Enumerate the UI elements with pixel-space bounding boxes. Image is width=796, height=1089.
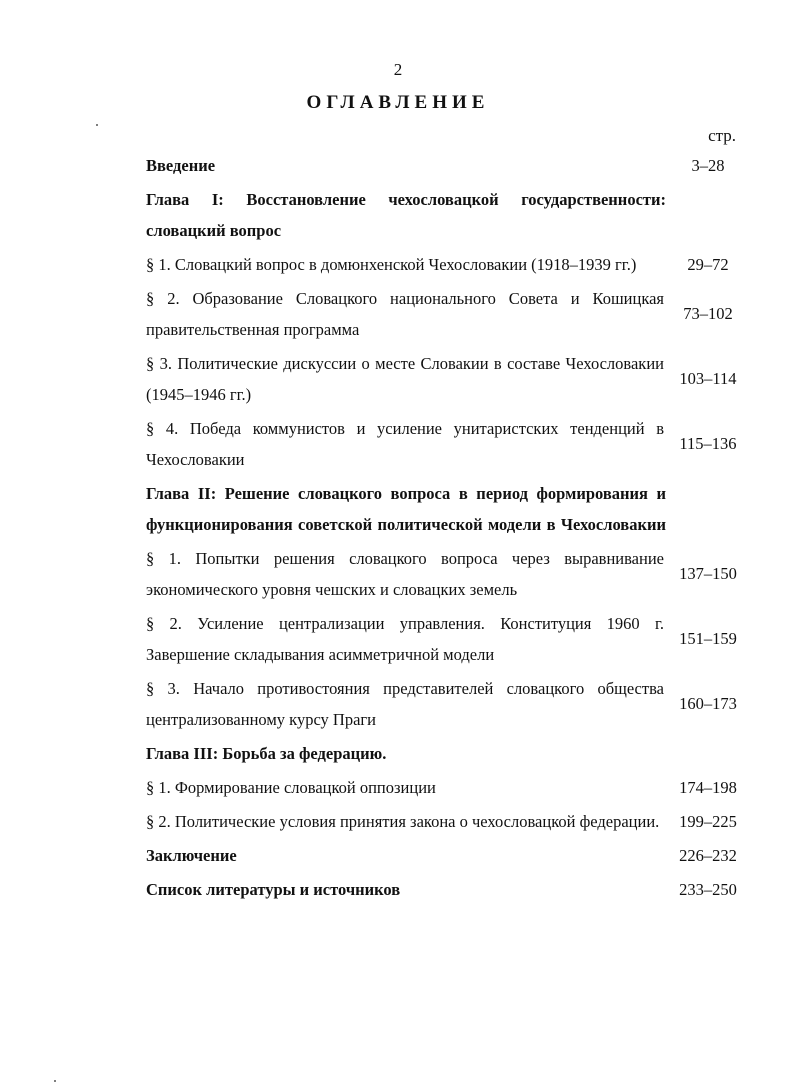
- toc-entry-title: § 2. Образование Словацкого национального Совета и Кошицкая правительственная программа: [146, 289, 664, 339]
- toc-entry-title: § 3. Начало противостояния представителей словацкого общества централизованному курсу Праги: [146, 679, 664, 729]
- toc-entry-title: § 1. Формирование словацкой оппозиции: [146, 778, 436, 797]
- toc-entry-chapter-2[interactable]: [146, 478, 752, 540]
- toc-entry-title: § 2. Политические условия принятия закона о чехословацкой федерации.: [146, 812, 660, 831]
- toc-entry-bibliography[interactable]: [146, 874, 752, 905]
- toc-entry-title: Глава II: Решение словацкого вопроса в период формирования и функционирования советской политической модели в Чехословакии: [146, 484, 666, 534]
- toc-entry-title: Введение: [146, 156, 216, 175]
- scan-speck: [96, 124, 98, 126]
- toc-entry-title: Глава III: Борьба за федерацию.: [146, 744, 387, 763]
- toc-entry-introduction[interactable]: [146, 150, 752, 181]
- toc-entry-title: Глава I: Восстановление чехословацкой государственности: словацкий вопрос: [146, 190, 666, 240]
- toc-entry-title: § 2. Усиление централизации управления. Конституция 1960 г. Завершение складывания асимметричной модели: [146, 614, 664, 664]
- toc-entry-title: Заключение: [146, 846, 237, 865]
- toc-entry-section[interactable]: [146, 249, 752, 280]
- scan-speck: [54, 1080, 56, 1082]
- toc-entry-pages: 174–198: [679, 778, 737, 797]
- toc-entry-section[interactable]: [146, 806, 752, 837]
- toc-entry-section[interactable]: [146, 413, 752, 475]
- toc-entry-title: § 1. Словацкий вопрос в домюнхенской Чехословакии (1918–1939 гг.): [146, 255, 637, 274]
- toc-entry-pages: 73–102: [683, 304, 733, 323]
- toc-entry-title: § 4. Победа коммунистов и усиление унитаристских тенденций в Чехословакии: [146, 419, 664, 469]
- toc-entry-pages: 3–28: [691, 156, 725, 175]
- toc-entry-title: § 1. Попытки решения словацкого вопроса через выравнивание экономического уровня чешских и словацких земель: [146, 549, 664, 599]
- toc-entry-section[interactable]: [146, 543, 752, 605]
- toc-entry-pages: 29–72: [687, 254, 729, 274]
- toc-entry-section[interactable]: [146, 673, 752, 735]
- toc-entry-section[interactable]: [146, 772, 752, 803]
- toc-entry-chapter-1[interactable]: [146, 184, 752, 246]
- toc-entry-pages: 151–159: [679, 629, 737, 648]
- toc-entry-pages: 199–225: [679, 811, 737, 831]
- toc-entry-section[interactable]: [146, 608, 752, 670]
- toc-entry-pages: 226–232: [679, 846, 737, 865]
- toc-entry-pages: 160–173: [679, 694, 737, 713]
- page-number: 2: [393, 60, 403, 79]
- toc-entry-section[interactable]: [146, 348, 752, 410]
- toc-entry-chapter-3[interactable]: [146, 738, 752, 769]
- toc-title: ОГЛАВЛЕНИЕ: [306, 92, 490, 113]
- toc-entry-pages: 137–150: [679, 564, 737, 583]
- toc-entry-pages: 115–136: [679, 434, 737, 453]
- toc-entry-section[interactable]: [146, 283, 752, 345]
- toc-entry-title: Список литературы и источников: [146, 880, 401, 899]
- toc-entry-pages: 233–250: [679, 880, 737, 899]
- toc-entry-pages: 103–114: [679, 369, 737, 388]
- toc-entry-conclusion[interactable]: [146, 840, 752, 871]
- toc-entry-title: § 3. Политические дискуссии о месте Словакии в составе Чехословакии (1945–1946 гг.): [146, 354, 664, 404]
- pages-column-header: стр.: [708, 126, 736, 145]
- table-of-contents: [146, 150, 752, 908]
